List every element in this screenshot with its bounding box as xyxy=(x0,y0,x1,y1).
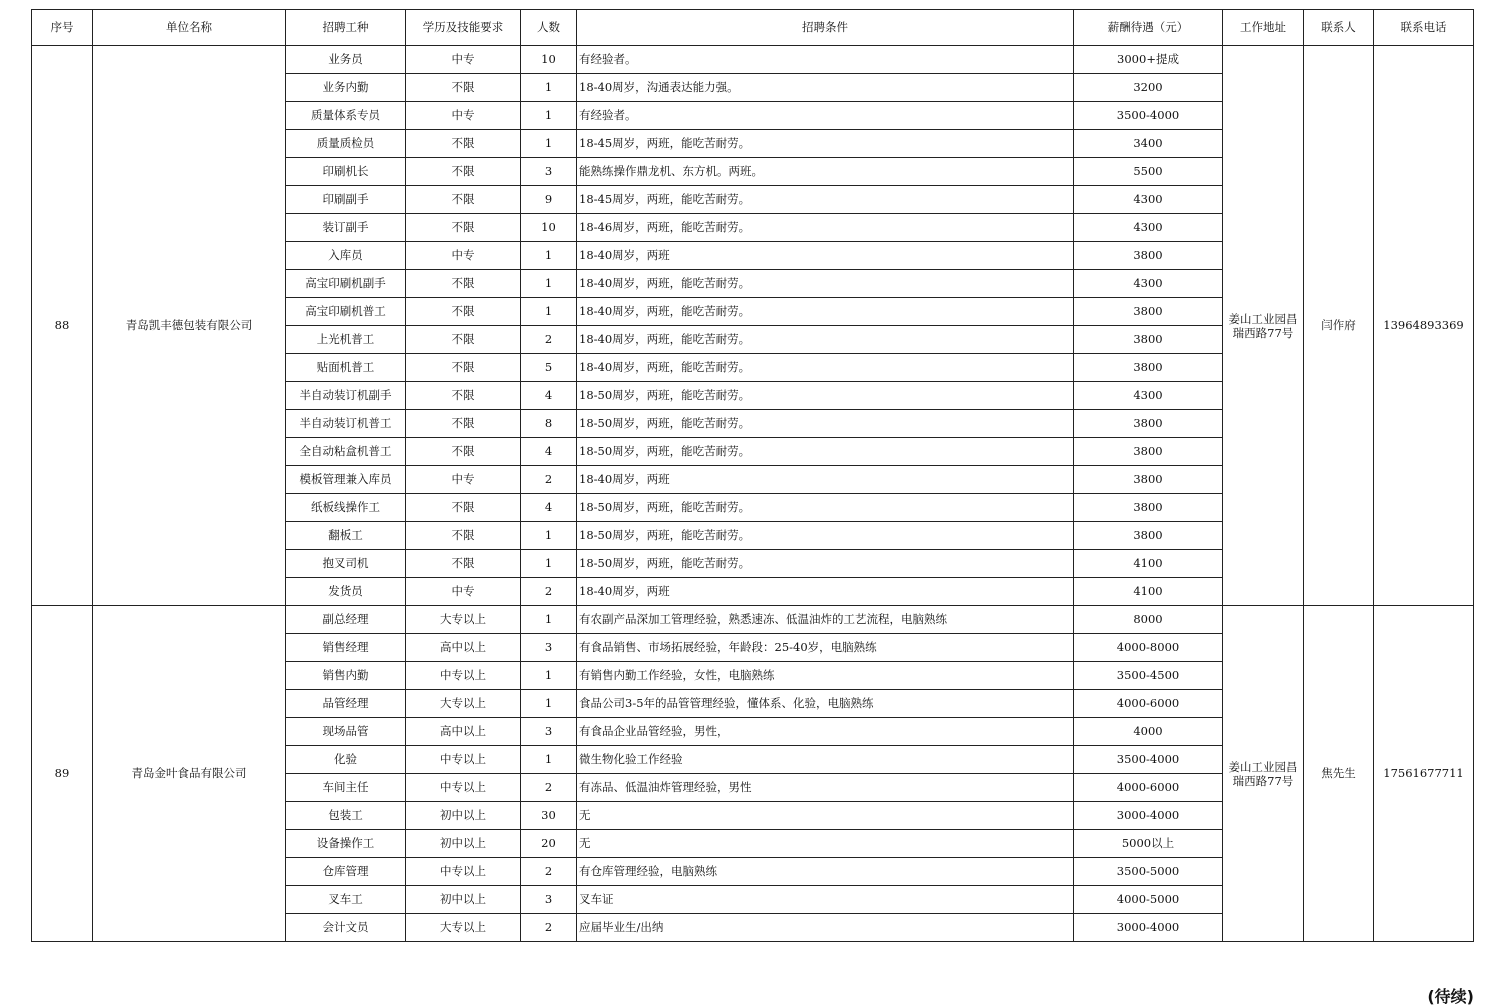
job-count: 1 xyxy=(521,690,577,718)
job-conditions: 18-50周岁，两班，能吃苦耐劳。 xyxy=(577,382,1074,410)
job-education: 不限 xyxy=(406,186,521,214)
job-education: 高中以上 xyxy=(406,718,521,746)
job-count: 20 xyxy=(521,830,577,858)
header-count: 人数 xyxy=(521,10,577,46)
job-count: 3 xyxy=(521,886,577,914)
job-count: 1 xyxy=(521,550,577,578)
job-conditions: 18-40周岁，两班 xyxy=(577,466,1074,494)
job-count: 2 xyxy=(521,466,577,494)
job-count: 1 xyxy=(521,606,577,634)
job-salary: 3500-5000 xyxy=(1074,858,1223,886)
job-title: 副总经理 xyxy=(286,606,406,634)
job-conditions: 能熟练操作鼎龙机、东方机。两班。 xyxy=(577,158,1074,186)
recruitment-table xyxy=(31,9,1474,942)
job-title: 质量质检员 xyxy=(286,130,406,158)
job-salary: 5500 xyxy=(1074,158,1223,186)
job-conditions: 有销售内勤工作经验，女性，电脑熟练 xyxy=(577,662,1074,690)
header-seq: 序号 xyxy=(32,10,93,46)
job-title: 模板管理兼入库员 xyxy=(286,466,406,494)
job-title: 现场品管 xyxy=(286,718,406,746)
job-title: 印刷副手 xyxy=(286,186,406,214)
job-title: 仓库管理 xyxy=(286,858,406,886)
job-conditions: 有冻品、低温油炸管理经验，男性 xyxy=(577,774,1074,802)
job-salary: 3500-4000 xyxy=(1074,746,1223,774)
job-count: 2 xyxy=(521,578,577,606)
job-count: 4 xyxy=(521,438,577,466)
job-education: 中专 xyxy=(406,102,521,130)
company-phone: 17561677711 xyxy=(1374,606,1474,942)
job-salary: 4000 xyxy=(1074,718,1223,746)
job-count: 1 xyxy=(521,130,577,158)
job-education: 中专 xyxy=(406,578,521,606)
job-salary: 4000-6000 xyxy=(1074,774,1223,802)
job-count: 10 xyxy=(521,214,577,242)
job-conditions: 食品公司3-5年的品管管理经验，懂体系、化验，电脑熟练 xyxy=(577,690,1074,718)
job-education: 不限 xyxy=(406,158,521,186)
job-title: 高宝印刷机副手 xyxy=(286,270,406,298)
job-salary: 5000以上 xyxy=(1074,830,1223,858)
job-education: 不限 xyxy=(406,74,521,102)
job-salary: 4300 xyxy=(1074,214,1223,242)
company-seq: 89 xyxy=(32,606,93,942)
job-title: 销售经理 xyxy=(286,634,406,662)
job-title: 高宝印刷机普工 xyxy=(286,298,406,326)
job-count: 5 xyxy=(521,354,577,382)
job-count: 4 xyxy=(521,494,577,522)
job-conditions: 18-40周岁，两班 xyxy=(577,578,1074,606)
job-salary: 3400 xyxy=(1074,130,1223,158)
table-row xyxy=(32,606,1474,634)
job-title: 销售内勤 xyxy=(286,662,406,690)
job-title: 半自动装订机副手 xyxy=(286,382,406,410)
job-education: 高中以上 xyxy=(406,634,521,662)
job-title: 业务内勤 xyxy=(286,74,406,102)
job-conditions: 18-40周岁，两班，能吃苦耐劳。 xyxy=(577,326,1074,354)
job-salary: 3200 xyxy=(1074,74,1223,102)
job-conditions: 18-50周岁，两班，能吃苦耐劳。 xyxy=(577,522,1074,550)
company-contact: 焦先生 xyxy=(1304,606,1374,942)
company-name: 青岛凯丰德包装有限公司 xyxy=(93,46,286,606)
job-conditions: 有仓库管理经验，电脑熟练 xyxy=(577,858,1074,886)
job-count: 1 xyxy=(521,270,577,298)
job-salary: 4300 xyxy=(1074,382,1223,410)
job-salary: 3800 xyxy=(1074,410,1223,438)
job-conditions: 有经验者。 xyxy=(577,102,1074,130)
header-contact: 联系人 xyxy=(1304,10,1374,46)
job-count: 30 xyxy=(521,802,577,830)
job-conditions: 18-40周岁，沟通表达能力强。 xyxy=(577,74,1074,102)
job-title: 化验 xyxy=(286,746,406,774)
job-conditions: 有经验者。 xyxy=(577,46,1074,74)
job-salary: 3500-4000 xyxy=(1074,102,1223,130)
job-salary: 4000-6000 xyxy=(1074,690,1223,718)
job-count: 2 xyxy=(521,858,577,886)
job-title: 纸板线操作工 xyxy=(286,494,406,522)
company-name: 青岛金叶食品有限公司 xyxy=(93,606,286,942)
job-conditions: 应届毕业生/出纳 xyxy=(577,914,1074,942)
job-title: 质量体系专员 xyxy=(286,102,406,130)
to-be-continued-note: (待续) xyxy=(1427,987,1474,1006)
company-seq: 88 xyxy=(32,46,93,606)
job-education: 大专以上 xyxy=(406,914,521,942)
table-row xyxy=(32,46,1474,74)
job-salary: 3800 xyxy=(1074,466,1223,494)
job-count: 1 xyxy=(521,102,577,130)
job-education: 不限 xyxy=(406,130,521,158)
job-education: 不限 xyxy=(406,326,521,354)
job-conditions: 无 xyxy=(577,802,1074,830)
job-conditions: 18-50周岁，两班，能吃苦耐劳。 xyxy=(577,438,1074,466)
job-conditions: 18-45周岁，两班，能吃苦耐劳。 xyxy=(577,130,1074,158)
job-title: 叉车工 xyxy=(286,886,406,914)
job-count: 2 xyxy=(521,326,577,354)
job-title: 会计文员 xyxy=(286,914,406,942)
job-conditions: 18-40周岁，两班，能吃苦耐劳。 xyxy=(577,270,1074,298)
job-count: 1 xyxy=(521,746,577,774)
job-salary: 3800 xyxy=(1074,354,1223,382)
job-education: 不限 xyxy=(406,382,521,410)
job-conditions: 18-46周岁，两班，能吃苦耐劳。 xyxy=(577,214,1074,242)
job-title: 业务员 xyxy=(286,46,406,74)
job-count: 3 xyxy=(521,634,577,662)
job-salary: 3800 xyxy=(1074,494,1223,522)
company-address: 姜山工业园昌瑞西路77号 xyxy=(1223,46,1304,606)
job-count: 1 xyxy=(521,242,577,270)
job-count: 1 xyxy=(521,74,577,102)
job-salary: 3800 xyxy=(1074,326,1223,354)
header-salary: 薪酬待遇（元） xyxy=(1074,10,1223,46)
job-title: 印刷机长 xyxy=(286,158,406,186)
job-salary: 3800 xyxy=(1074,522,1223,550)
job-title: 发货员 xyxy=(286,578,406,606)
job-education: 不限 xyxy=(406,214,521,242)
header-position: 招聘工种 xyxy=(286,10,406,46)
header-row xyxy=(32,10,1474,46)
job-title: 半自动装订机普工 xyxy=(286,410,406,438)
company-phone: 13964893369 xyxy=(1374,46,1474,606)
company-contact: 闫作府 xyxy=(1304,46,1374,606)
job-salary: 8000 xyxy=(1074,606,1223,634)
job-conditions: 叉车证 xyxy=(577,886,1074,914)
job-education: 初中以上 xyxy=(406,830,521,858)
job-count: 3 xyxy=(521,158,577,186)
job-title: 入库员 xyxy=(286,242,406,270)
job-education: 不限 xyxy=(406,354,521,382)
job-count: 1 xyxy=(521,298,577,326)
job-count: 9 xyxy=(521,186,577,214)
job-conditions: 有食品销售、市场拓展经验，年龄段：25-40岁，电脑熟练 xyxy=(577,634,1074,662)
job-education: 中专 xyxy=(406,242,521,270)
header-address: 工作地址 xyxy=(1223,10,1304,46)
job-count: 2 xyxy=(521,914,577,942)
job-count: 1 xyxy=(521,662,577,690)
job-conditions: 18-50周岁，两班，能吃苦耐劳。 xyxy=(577,494,1074,522)
job-count: 4 xyxy=(521,382,577,410)
job-salary: 4300 xyxy=(1074,270,1223,298)
job-conditions: 有食品企业品管经验，男性， xyxy=(577,718,1074,746)
job-title: 贴面机普工 xyxy=(286,354,406,382)
company-address: 姜山工业园昌瑞西路77号 xyxy=(1223,606,1304,942)
job-conditions: 无 xyxy=(577,830,1074,858)
job-title: 上光机普工 xyxy=(286,326,406,354)
job-salary: 4300 xyxy=(1074,186,1223,214)
job-education: 不限 xyxy=(406,550,521,578)
job-conditions: 18-50周岁，两班，能吃苦耐劳。 xyxy=(577,410,1074,438)
job-salary: 3000+提成 xyxy=(1074,46,1223,74)
job-education: 不限 xyxy=(406,494,521,522)
job-education: 大专以上 xyxy=(406,606,521,634)
job-conditions: 18-50周岁，两班，能吃苦耐劳。 xyxy=(577,550,1074,578)
job-count: 3 xyxy=(521,718,577,746)
job-salary: 3800 xyxy=(1074,438,1223,466)
header-conditions: 招聘条件 xyxy=(577,10,1074,46)
job-education: 初中以上 xyxy=(406,802,521,830)
job-salary: 3800 xyxy=(1074,242,1223,270)
job-education: 不限 xyxy=(406,270,521,298)
job-title: 车间主任 xyxy=(286,774,406,802)
job-title: 装订副手 xyxy=(286,214,406,242)
job-education: 不限 xyxy=(406,410,521,438)
job-count: 10 xyxy=(521,46,577,74)
header-company: 单位名称 xyxy=(93,10,286,46)
table-body xyxy=(32,46,1474,942)
job-salary: 3000-4000 xyxy=(1074,802,1223,830)
job-conditions: 18-40周岁，两班，能吃苦耐劳。 xyxy=(577,354,1074,382)
job-title: 设备操作工 xyxy=(286,830,406,858)
job-count: 8 xyxy=(521,410,577,438)
job-salary: 4100 xyxy=(1074,550,1223,578)
job-conditions: 18-45周岁，两班，能吃苦耐劳。 xyxy=(577,186,1074,214)
job-education: 不限 xyxy=(406,438,521,466)
job-education: 不限 xyxy=(406,298,521,326)
job-salary: 3000-4000 xyxy=(1074,914,1223,942)
job-salary: 3500-4500 xyxy=(1074,662,1223,690)
job-education: 大专以上 xyxy=(406,690,521,718)
header-education: 学历及技能要求 xyxy=(406,10,521,46)
job-title: 包装工 xyxy=(286,802,406,830)
job-education: 中专以上 xyxy=(406,746,521,774)
job-education: 中专 xyxy=(406,46,521,74)
job-education: 中专以上 xyxy=(406,774,521,802)
job-title: 抱叉司机 xyxy=(286,550,406,578)
job-salary: 4000-5000 xyxy=(1074,886,1223,914)
job-conditions: 18-40周岁，两班，能吃苦耐劳。 xyxy=(577,298,1074,326)
job-title: 全自动粘盒机普工 xyxy=(286,438,406,466)
job-education: 中专以上 xyxy=(406,662,521,690)
job-title: 翻板工 xyxy=(286,522,406,550)
job-education: 中专以上 xyxy=(406,858,521,886)
job-conditions: 微生物化验工作经验 xyxy=(577,746,1074,774)
job-education: 中专 xyxy=(406,466,521,494)
job-count: 1 xyxy=(521,522,577,550)
job-conditions: 有农副产品深加工管理经验，熟悉速冻、低温油炸的工艺流程，电脑熟练 xyxy=(577,606,1074,634)
job-conditions: 18-40周岁，两班 xyxy=(577,242,1074,270)
job-title: 品管经理 xyxy=(286,690,406,718)
job-salary: 4100 xyxy=(1074,578,1223,606)
job-education: 初中以上 xyxy=(406,886,521,914)
job-education: 不限 xyxy=(406,522,521,550)
header-phone: 联系电话 xyxy=(1374,10,1474,46)
job-salary: 3800 xyxy=(1074,298,1223,326)
job-salary: 4000-8000 xyxy=(1074,634,1223,662)
job-count: 2 xyxy=(521,774,577,802)
